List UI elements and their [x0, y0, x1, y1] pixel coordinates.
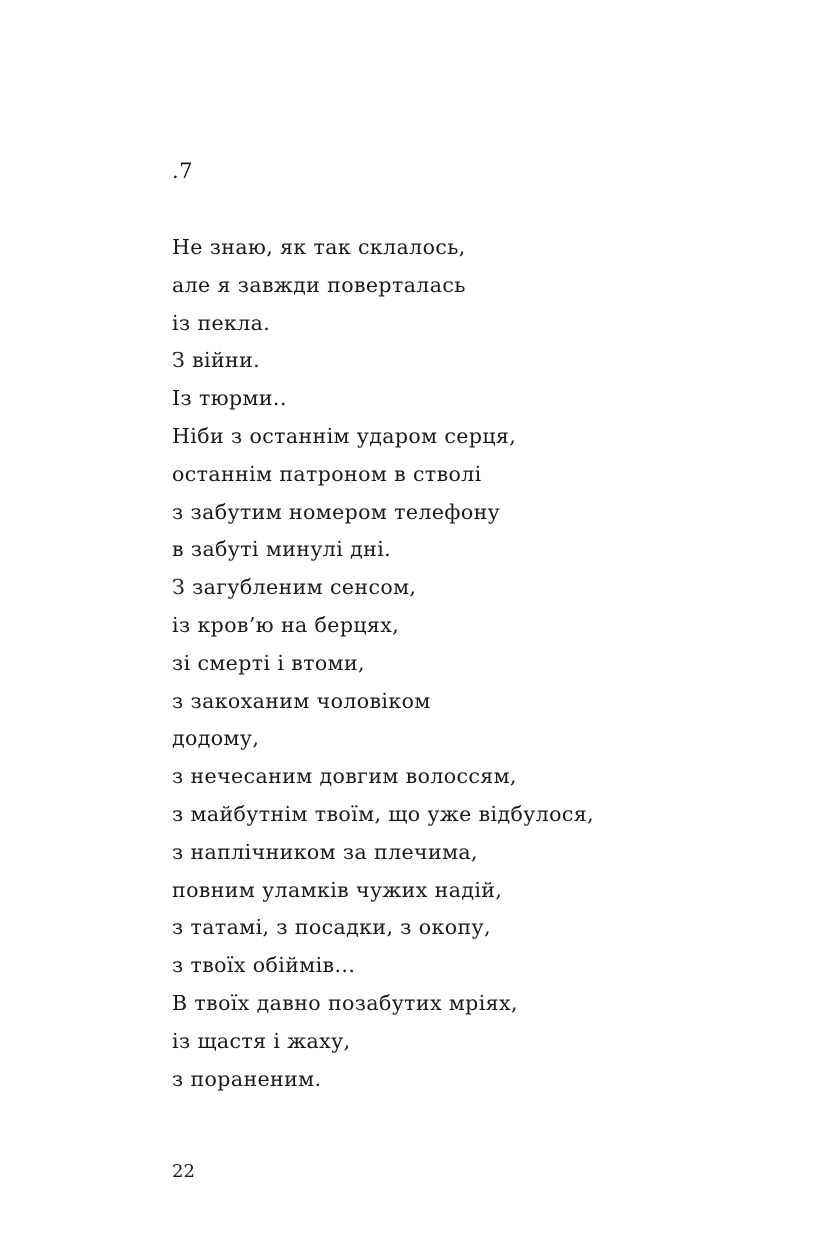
poem-line: із пекла.	[172, 310, 271, 335]
poem-line: з татамі, з посадки, з окопу,	[172, 915, 491, 940]
poem-line: повним уламків чужих надій,	[172, 877, 503, 902]
poem-line: Ніби з останнім ударом серця,	[172, 423, 517, 448]
page-number: 22	[172, 1161, 195, 1182]
poem-line: із щастя і жаху,	[172, 1028, 351, 1053]
poem-line: останнім патроном в стволі	[172, 461, 482, 486]
poem-number: .7	[172, 159, 194, 183]
poem-line: в забуті минулі дні.	[172, 537, 392, 562]
poem-line: але я завжди поверталась	[172, 272, 466, 297]
poem-line: З війни.	[172, 348, 261, 373]
poem-line: В твоїх давно позабутих мріях,	[172, 990, 518, 1015]
poem-line: Не знаю, як так склалось,	[172, 235, 466, 259]
poem-line: з закоханим чоловіком	[172, 688, 431, 713]
poem-line: з пораненим.	[172, 1066, 322, 1091]
poem-text	[172, 229, 772, 1098]
poem-line: З загубленим сенсом,	[172, 575, 417, 600]
poem-line: з наплічником за плечима,	[172, 839, 478, 864]
poem-line: з нечесаним довгим волоссям,	[172, 764, 517, 789]
poem-line: з забутим номером телефону	[172, 499, 501, 524]
poem-line: з майбутнім твоїм, що уже відбулося,	[172, 801, 595, 826]
poem-line: Із тюрми..	[172, 386, 287, 411]
poem-line: додому,	[172, 726, 260, 751]
poem-line: з твоїх обіймів...	[172, 953, 356, 978]
poem-line: із кров’ю на берцях,	[172, 612, 400, 637]
poem-line: зі смерті і втоми,	[172, 650, 365, 675]
